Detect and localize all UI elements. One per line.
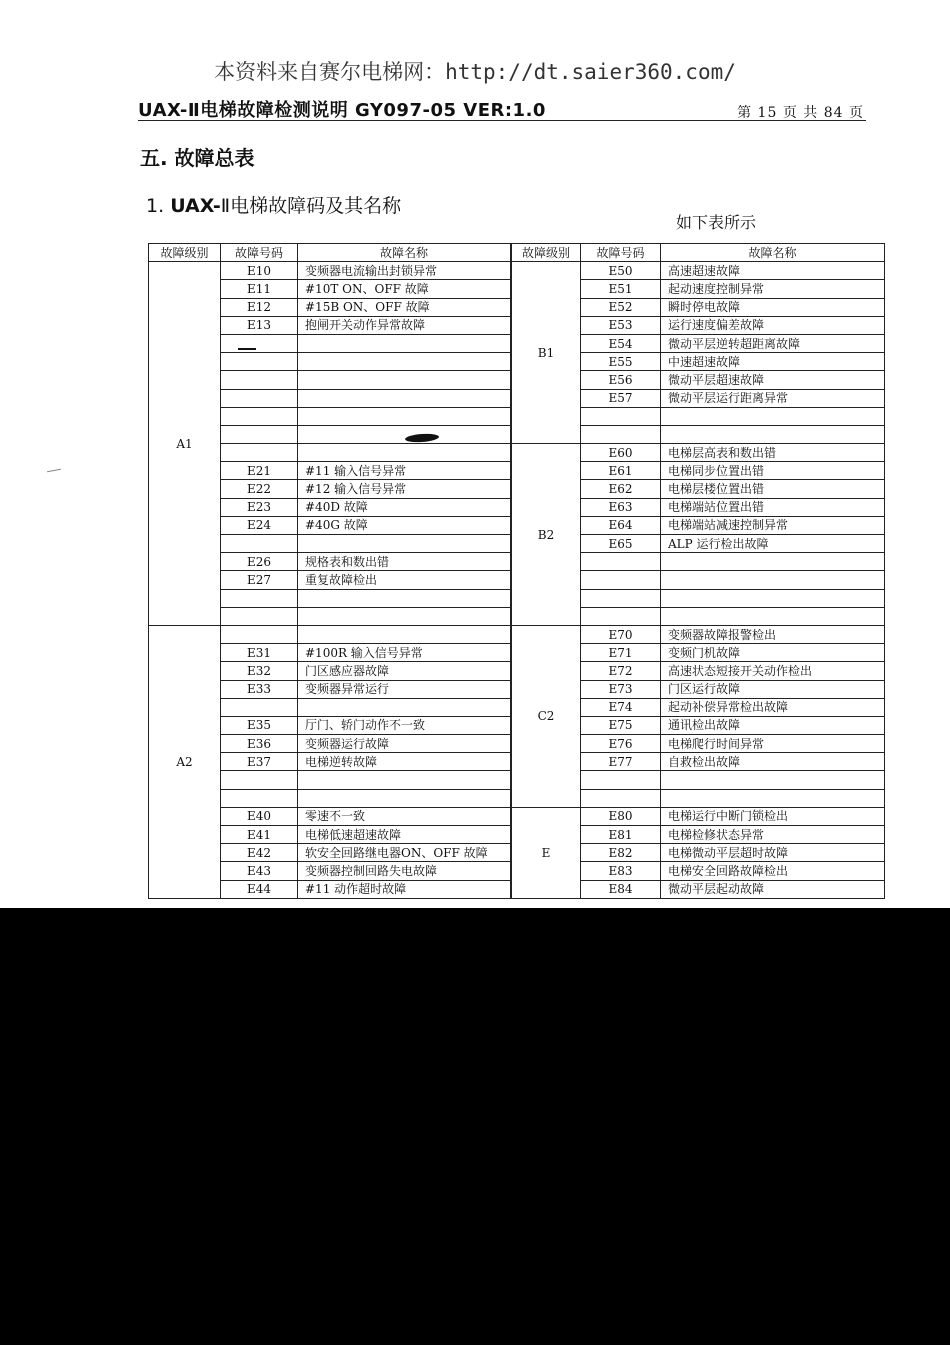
fault-code-cell: E42 (221, 844, 298, 862)
column-header-level: 故障级别 (149, 244, 221, 262)
fault-level-cell: B1 (512, 262, 581, 444)
scan-edge-mark (47, 469, 61, 472)
fault-code-cell (581, 425, 661, 443)
fault-code-cell: E36 (221, 735, 298, 753)
fault-code-cell: E56 (581, 371, 661, 389)
fault-code-cell: E21 (221, 462, 298, 480)
fault-code-cell (221, 353, 298, 371)
fault-code-cell (581, 607, 661, 625)
fault-code-cell (221, 607, 298, 625)
fault-name-cell: 电梯端站位置出错 (661, 498, 885, 516)
fault-code-cell: E41 (221, 826, 298, 844)
fault-code-cell: E26 (221, 553, 298, 571)
fault-name-cell (298, 607, 511, 625)
fault-name-cell: 电梯安全回路故障检出 (661, 862, 885, 880)
fault-name-cell: #40D 故障 (298, 498, 511, 516)
subheading-rest: Ⅱ电梯故障码及其名称 (220, 195, 402, 217)
fault-table-right (511, 243, 885, 899)
column-header-name: 故障名称 (298, 244, 511, 262)
fault-code-cell (581, 771, 661, 789)
source-line: 本资料来自赛尔电梯网：http://dt.saier360.com/ (214, 60, 736, 84)
fault-code-cell: E11 (221, 280, 298, 298)
fault-code-cell (221, 444, 298, 462)
fault-code-cell: E10 (221, 262, 298, 280)
fault-code-cell: E72 (581, 662, 661, 680)
fault-name-cell: 电梯端站减速控制异常 (661, 516, 885, 534)
fault-code-cell: E50 (581, 262, 661, 280)
fault-code-cell: E22 (221, 480, 298, 498)
fault-code-cell (221, 698, 298, 716)
fault-name-cell: 门区感应器故障 (298, 662, 511, 680)
fault-name-cell: 厅门、轿门动作不一致 (298, 716, 511, 734)
fault-level-cell: B2 (512, 444, 581, 626)
fault-name-cell: 电梯微动平层超时故障 (661, 844, 885, 862)
fault-code-cell: E57 (581, 389, 661, 407)
fault-code-cell: E55 (581, 353, 661, 371)
fault-name-cell (661, 789, 885, 807)
fault-code-cell: E43 (221, 862, 298, 880)
fault-name-cell: 变频器异常运行 (298, 680, 511, 698)
fault-code-cell: E40 (221, 807, 298, 825)
fault-name-cell (298, 589, 511, 607)
fault-name-cell: 高速状态短接开关动作检出 (661, 662, 885, 680)
table-row (512, 444, 885, 462)
fault-code-cell: E70 (581, 625, 661, 643)
fault-code-cell (221, 425, 298, 443)
fault-level-cell: A1 (149, 262, 221, 626)
fault-name-cell: 电梯层楼位置出错 (661, 480, 885, 498)
fault-name-cell: 软安全回路继电器ON、OFF 故障 (298, 844, 511, 862)
fault-name-cell: 零速不一致 (298, 807, 511, 825)
fault-name-cell: 电梯运行中断门锁检出 (661, 807, 885, 825)
fault-table-left (148, 243, 511, 899)
fault-code-cell: E27 (221, 571, 298, 589)
fault-code-cell: E81 (581, 826, 661, 844)
column-header-name: 故障名称 (661, 244, 885, 262)
fault-name-cell: #15B ON、OFF 故障 (298, 298, 511, 316)
fault-code-cell: E37 (221, 753, 298, 771)
table-row (512, 807, 885, 825)
fault-level-cell: A2 (149, 625, 221, 898)
fault-code-cell (581, 571, 661, 589)
table-note: 如下表所示 (676, 213, 757, 232)
fault-name-cell: 起动速度控制异常 (661, 280, 885, 298)
fault-name-cell (298, 389, 511, 407)
fault-code-cell (221, 625, 298, 643)
fault-code-cell: E60 (581, 444, 661, 462)
fault-code-cell (221, 771, 298, 789)
fault-code-cell: E35 (221, 716, 298, 734)
fault-code-cell: E82 (581, 844, 661, 862)
fault-code-cell: E80 (581, 807, 661, 825)
ink-mark (238, 348, 256, 350)
fault-name-cell: 微动平层逆转超距离故障 (661, 334, 885, 352)
fault-code-cell: E62 (581, 480, 661, 498)
table-row (149, 262, 511, 280)
subheading-bold: UAX- (170, 195, 221, 217)
fault-code-cell: E24 (221, 516, 298, 534)
page-header (138, 96, 866, 121)
fault-name-cell (661, 553, 885, 571)
fault-code-cell: E64 (581, 516, 661, 534)
table-row (512, 625, 885, 643)
subheading (146, 191, 401, 218)
fault-name-cell: 电梯层高表和数出错 (661, 444, 885, 462)
table-row (149, 625, 511, 643)
fault-name-cell (298, 771, 511, 789)
fault-code-cell: E76 (581, 735, 661, 753)
fault-name-cell: 运行速度偏差故障 (661, 316, 885, 334)
fault-name-cell: 微动平层超速故障 (661, 371, 885, 389)
fault-name-cell: 瞬时停电故障 (661, 298, 885, 316)
fault-name-cell: 变频器电流输出封锁异常 (298, 262, 511, 280)
subheading-number: 1. (146, 195, 165, 217)
fault-name-cell (298, 789, 511, 807)
fault-name-cell (298, 698, 511, 716)
fault-code-cell: E51 (581, 280, 661, 298)
fault-code-cell: E12 (221, 298, 298, 316)
fault-name-cell: ALP 运行检出故障 (661, 535, 885, 553)
fault-name-cell: 自救检出故障 (661, 753, 885, 771)
fault-name-cell: 变频器运行故障 (298, 735, 511, 753)
fault-code-cell (581, 789, 661, 807)
column-header-code: 故障号码 (581, 244, 661, 262)
fault-name-cell: 规格表和数出错 (298, 553, 511, 571)
scan-black-area (0, 908, 950, 1345)
fault-name-cell: 电梯低速超速故障 (298, 826, 511, 844)
fault-code-cell: E32 (221, 662, 298, 680)
fault-level-cell: C2 (512, 625, 581, 807)
fault-code-cell (221, 407, 298, 425)
fault-name-cell: 微动平层运行距离异常 (661, 389, 885, 407)
fault-name-cell: 微动平层起动故障 (661, 880, 885, 898)
fault-code-cell (221, 535, 298, 553)
fault-code-cell: E65 (581, 535, 661, 553)
fault-name-cell: 抱闸开关动作异常故障 (298, 316, 511, 334)
fault-level-cell: E (512, 807, 581, 898)
fault-name-cell: 通讯检出故障 (661, 716, 885, 734)
fault-code-cell: E75 (581, 716, 661, 734)
fault-code-cell: E44 (221, 880, 298, 898)
fault-name-cell (298, 334, 511, 352)
fault-name-cell: 中速超速故障 (661, 353, 885, 371)
fault-name-cell: 门区运行故障 (661, 680, 885, 698)
fault-name-cell: 变频器故障报警检出 (661, 625, 885, 643)
fault-code-cell: E33 (221, 680, 298, 698)
fault-code-cell: E77 (581, 753, 661, 771)
fault-code-cell: E73 (581, 680, 661, 698)
fault-name-cell (661, 607, 885, 625)
fault-name-cell (298, 407, 511, 425)
fault-name-cell: #11 输入信号异常 (298, 462, 511, 480)
fault-code-cell: E53 (581, 316, 661, 334)
fault-name-cell (298, 425, 511, 443)
fault-name-cell (661, 407, 885, 425)
fault-code-cell (221, 789, 298, 807)
fault-name-cell: #11 动作超时故障 (298, 880, 511, 898)
fault-code-cell: E52 (581, 298, 661, 316)
fault-name-cell: 高速超速故障 (661, 262, 885, 280)
fault-code-cell (581, 553, 661, 571)
document-title: UAX-Ⅱ电梯故障检测说明 GY097-05 VER:1.0 (138, 100, 546, 121)
fault-code-cell: E61 (581, 462, 661, 480)
fault-name-cell (661, 771, 885, 789)
fault-name-cell (661, 571, 885, 589)
fault-name-cell: 重复故障检出 (298, 571, 511, 589)
fault-name-cell (661, 589, 885, 607)
table-row (512, 262, 885, 280)
fault-code-cell (221, 371, 298, 389)
fault-code-cell (581, 589, 661, 607)
fault-name-cell (298, 371, 511, 389)
fault-code-cell (221, 389, 298, 407)
section-heading: 五. 故障总表 (140, 146, 255, 170)
fault-name-cell: 变频门机故障 (661, 644, 885, 662)
fault-code-cell (221, 589, 298, 607)
table-header-row (512, 244, 885, 262)
fault-name-cell: #10T ON、OFF 故障 (298, 280, 511, 298)
column-header-level: 故障级别 (512, 244, 581, 262)
fault-name-cell: 电梯逆转故障 (298, 753, 511, 771)
fault-code-cell (221, 334, 298, 352)
fault-code-cell: E83 (581, 862, 661, 880)
fault-name-cell: #12 输入信号异常 (298, 480, 511, 498)
fault-code-cell: E74 (581, 698, 661, 716)
fault-name-cell: 起动补偿异常检出故障 (661, 698, 885, 716)
fault-name-cell (298, 444, 511, 462)
fault-name-cell (661, 425, 885, 443)
fault-code-cell: E63 (581, 498, 661, 516)
fault-name-cell (298, 625, 511, 643)
fault-code-cell: E23 (221, 498, 298, 516)
fault-name-cell: #40G 故障 (298, 516, 511, 534)
fault-code-cell: E13 (221, 316, 298, 334)
fault-code-cell (581, 407, 661, 425)
fault-code-cell: E84 (581, 880, 661, 898)
fault-name-cell: 电梯爬行时间异常 (661, 735, 885, 753)
fault-name-cell: #100R 输入信号异常 (298, 644, 511, 662)
fault-name-cell (298, 535, 511, 553)
fault-code-cell: E54 (581, 334, 661, 352)
fault-name-cell: 电梯检修状态异常 (661, 826, 885, 844)
table-header-row (149, 244, 511, 262)
fault-code-cell: E31 (221, 644, 298, 662)
fault-name-cell (298, 353, 511, 371)
fault-code-cell: E71 (581, 644, 661, 662)
column-header-code: 故障号码 (221, 244, 298, 262)
fault-table-left-wrap (148, 243, 511, 899)
page-number: 第 15 页 共 84 页 (737, 105, 864, 121)
fault-table-right-wrap (511, 243, 885, 899)
fault-name-cell: 电梯同步位置出错 (661, 462, 885, 480)
fault-name-cell: 变频器控制回路失电故障 (298, 862, 511, 880)
